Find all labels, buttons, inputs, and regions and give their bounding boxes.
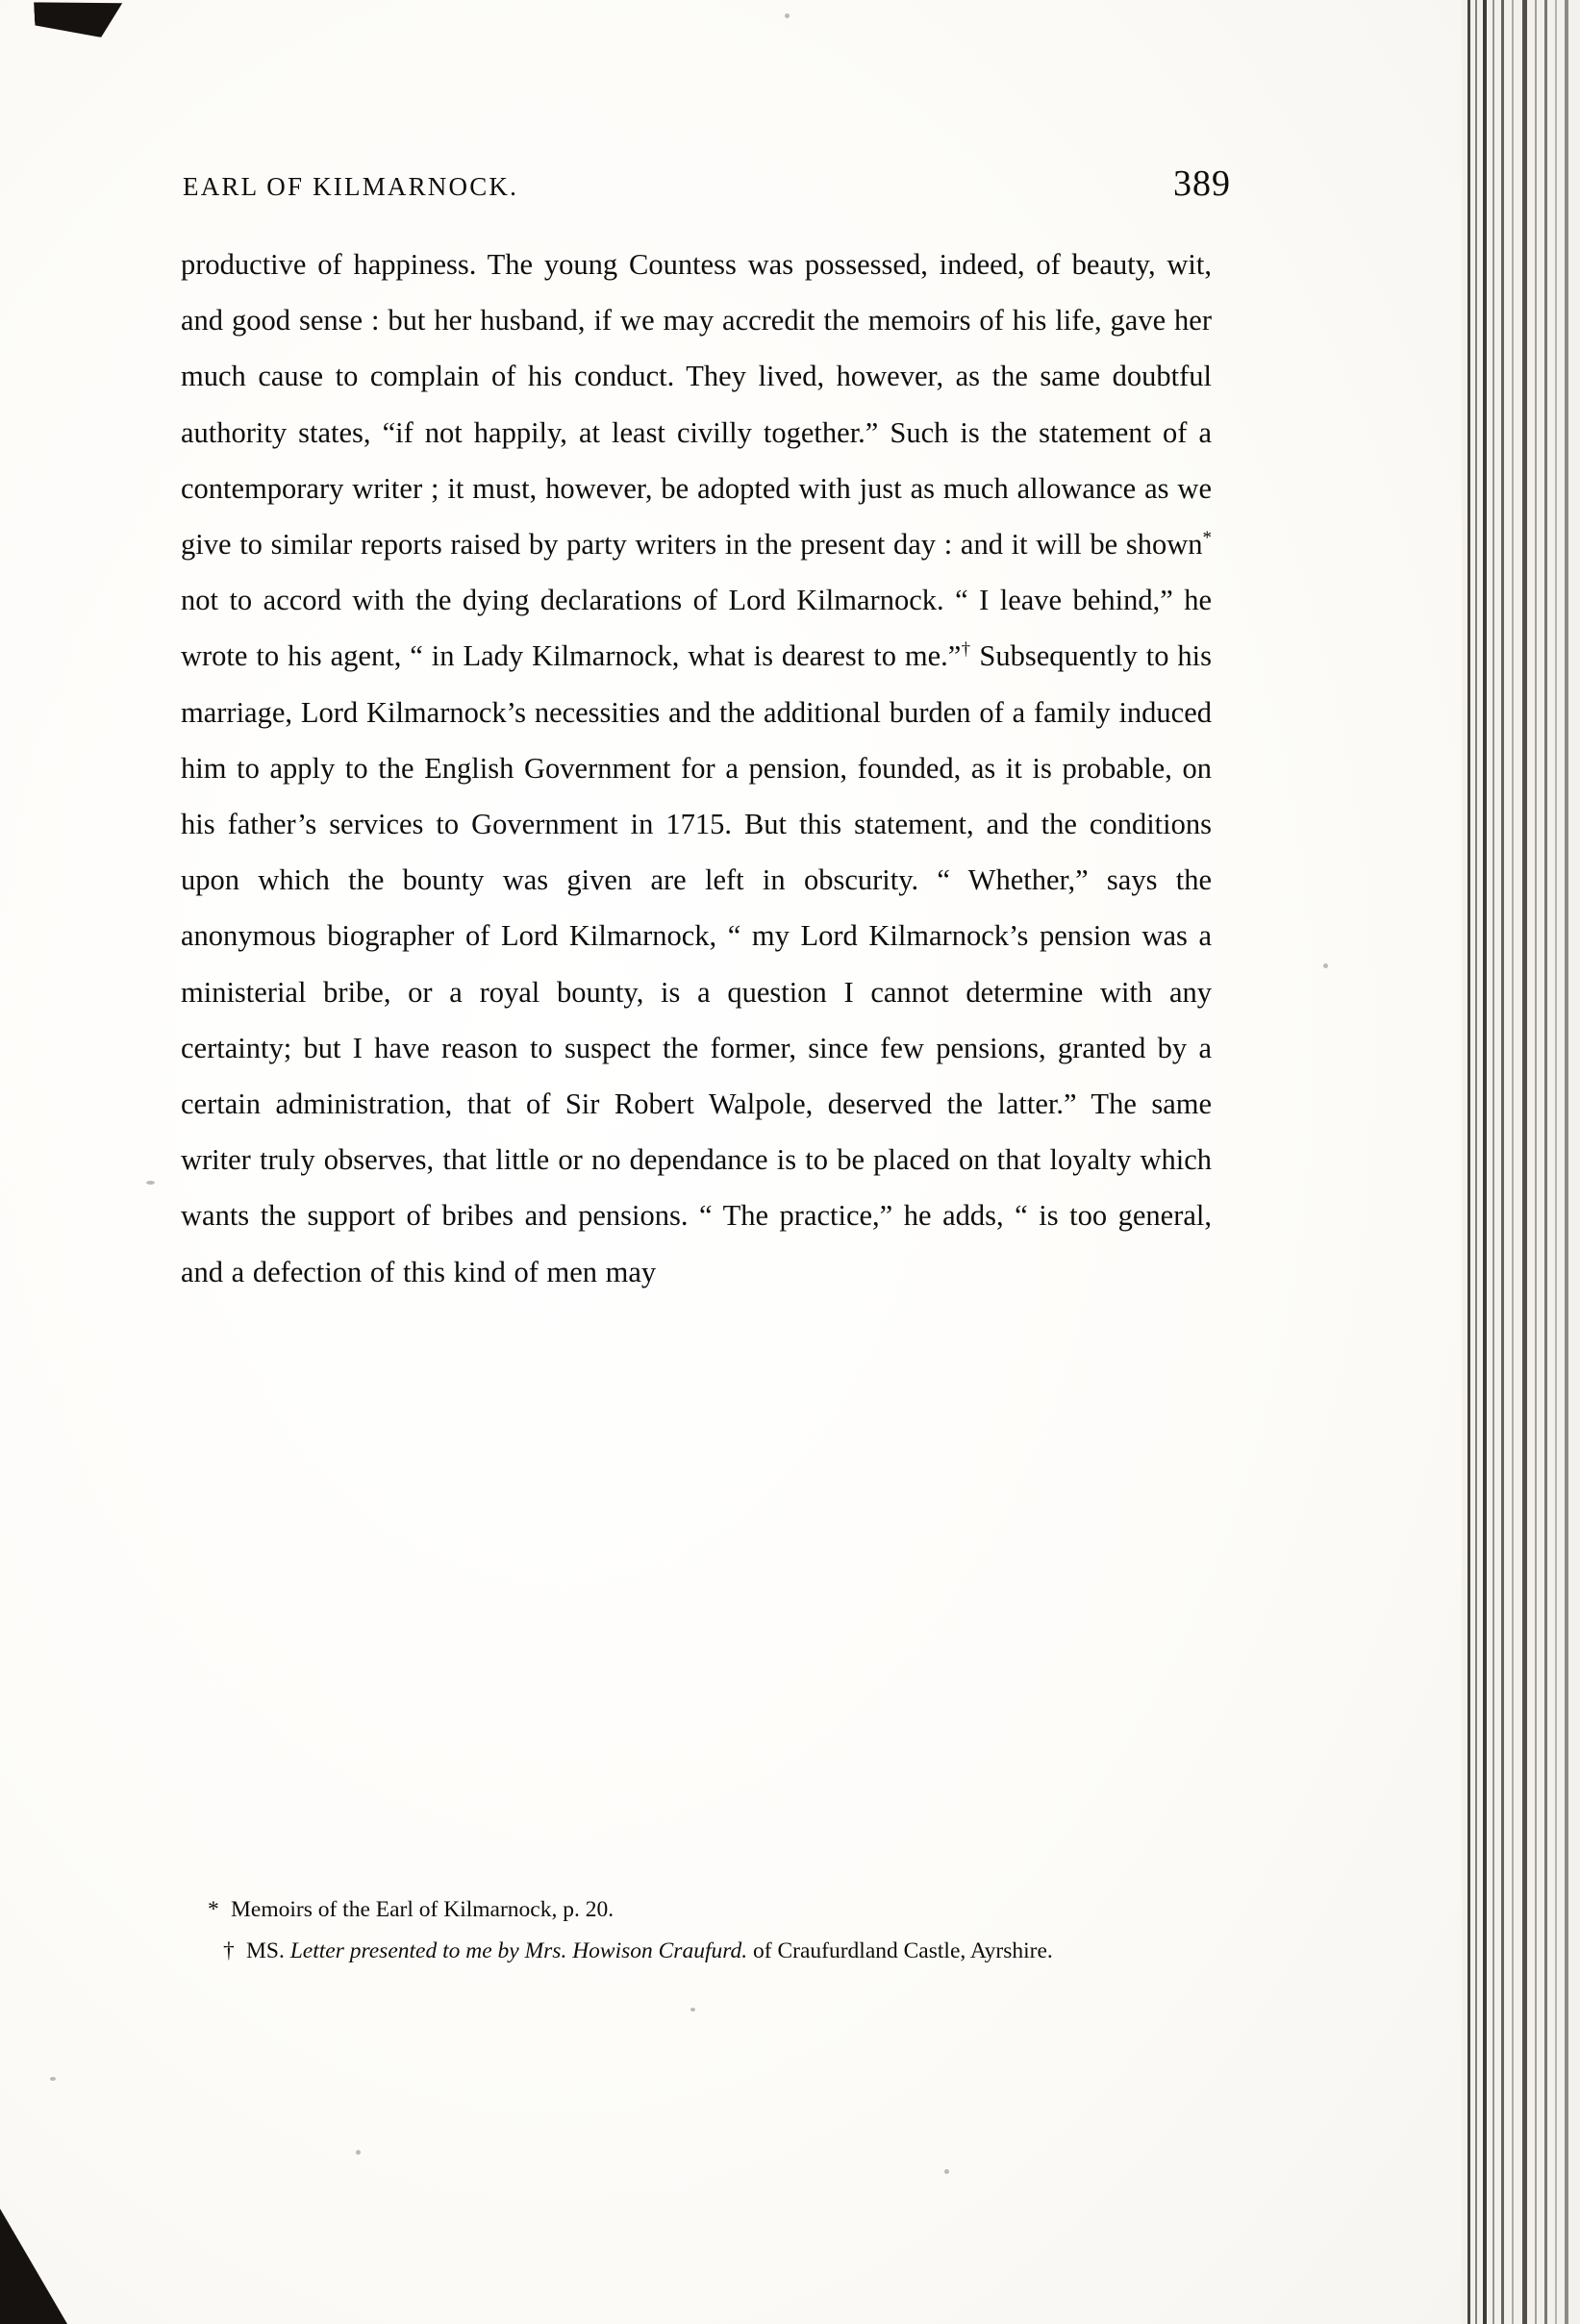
footnote-mark-dagger: † (223, 1938, 235, 1963)
footnote-text-1: Memoirs of the Earl of Kilmarnock, p. 20. (231, 1897, 614, 1922)
running-head-title: EARL OF KILMARNOCK. (183, 172, 519, 201)
footnote-item (181, 1931, 1217, 1972)
body-paragraph-part-2: not to accord with the dying declarations of Lord Kilmarnock. “ I leave behind,” he wrote to his agent, “ in Lady Kilmarnock, what is dearest to me.” (181, 584, 1212, 673)
book-binding-edge (1462, 0, 1580, 2324)
footnote-text-2-italic: Letter presented to me by Mrs. Howison Craufurd. (289, 1938, 748, 1963)
body-paragraph (181, 237, 1212, 1300)
page-number: 389 (1173, 163, 1231, 204)
footnote-marker-star: * (1202, 527, 1212, 548)
footnote-text-2-plain-end: of Craufurdland Castle, Ayrshire. (747, 1938, 1053, 1963)
footnote-item (181, 1889, 1217, 1931)
footnote-text-2-plain-start: MS. (246, 1938, 290, 1963)
body-text (181, 237, 1212, 1300)
footnote-mark-star: * (208, 1897, 219, 1922)
body-paragraph-part-1: productive of happiness. The young Countess was possessed, indeed, of beauty, wit, and good sense : but her husband, if we may accredit the memoirs of his life, gave her much cause to complain of his conduct. They lived, however, as the same doubtful authority states, “if not happily, at least civilly together.” Such is the statement of a contemporary writer ; it must, however, be adopted with just as much allowance as we give to similar reports raised by party writers in the present day : and it will be shown (181, 248, 1212, 562)
running-head (183, 165, 1231, 202)
footnote-marker-dagger: † (961, 639, 971, 661)
body-paragraph-part-3: Subsequently to his marriage, Lord Kilmarnock’s necessities and the additional burden of a family induced him to apply to the English Government for a pension, founded, as it is probable, on his father’s services to Government in 1715. But this statement, and the conditions upon which the bounty was given are left in obscurity. “ Whether,” says the anonymous biographer of Lord Kilmarnock, “ my Lord Kilmarnock’s pension was a ministerial bribe, or a royal bounty, is a question I cannot determine with any certainty; but I have reason to suspect the former, since few pensions, granted by a certain administration, that of Sir Robert Walpole, deserved the latter.” The same writer truly observes, that little or no dependance is to be placed on that loyalty which wants the support of bribes and pensions. “ The practice,” he adds, “ is too general, and a defection of this kind of men may (181, 639, 1213, 1288)
footnotes (181, 1889, 1217, 1972)
